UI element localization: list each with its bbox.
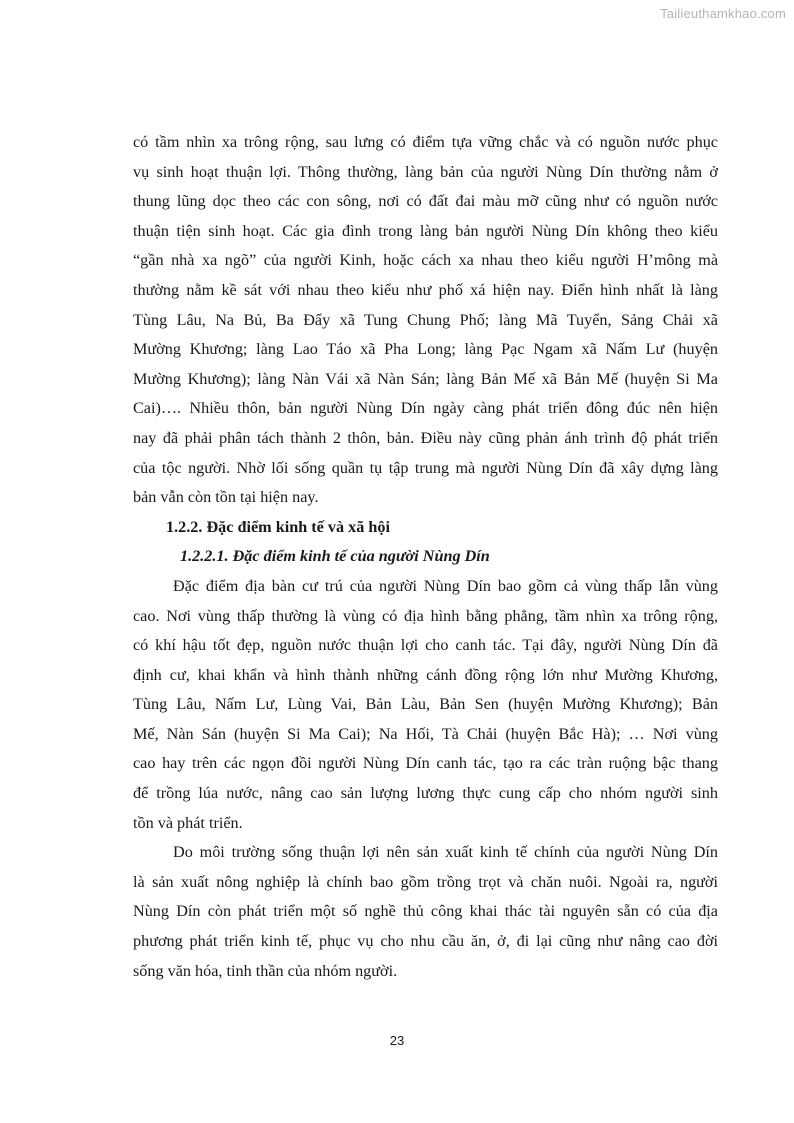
text-line: Mường Khương; làng Lao Táo xã Pha Long; làng Pạc Ngam xã Nấm Lư (huyện [133,340,718,359]
text-line: định cư, khai khẩn và hình thành những cánh đồng rộng lớn như Mường Khương, [133,665,718,684]
text-line: Nùng Dín còn phát triển một số nghề thủ công khai thác tài nguyên sẵn có của địa [133,902,718,921]
watermark-text: Tailieuthamkhao.com [660,6,786,21]
text-line: Tùng Lâu, Na Bủ, Ba Đẩy xã Tung Chung Phố; làng Mã Tuyển, Sảng Chải xã [133,310,718,329]
paragraph [133,838,718,986]
page-content [133,128,718,986]
text-line: Do môi trường sống thuận lợi nên sản xuất kinh tế chính của người Nùng Dín [173,843,718,862]
text-line: Đặc điểm địa bàn cư trú của người Nùng Dín bao gồm cả vùng thấp lẫn vùng [173,576,718,595]
text-line: nay đã phải phân tách thành 2 thôn, bản. Điều này cũng phản ánh trình độ phát triển [133,428,718,447]
text-line: thung lũng dọc theo các con sông, nơi có đất đai màu mỡ cũng như có nguồn nước [133,192,718,211]
paragraph [133,572,718,838]
text-line: để trồng lúa nước, nâng cao sản lượng lương thực cung cấp cho nhóm người sinh [133,784,718,803]
text-line: cao hay trên các ngọn đồi người Nùng Dín canh tác, tạo ra các tràn ruộng bậc thang [133,754,718,773]
text-line: có khí hậu tốt đẹp, nguồn nước thuận lợi cho canh tác. Tại đây, người Nùng Dín đã [133,636,718,655]
text-line: Tùng Lâu, Nấm Lư, Lùng Vai, Bản Làu, Bản Sen (huyện Mường Khương); Bản [133,695,718,714]
section-heading: 1.2.2. Đặc điểm kinh tế và xã hội [166,517,390,536]
subsection-heading: 1.2.2.1. Đặc điểm kinh tế của người Nùng Dín [180,547,490,566]
text-line: Mế, Nàn Sán (huyện Si Ma Cai); Na Hối, Tà Chải (huyện Bắc Hà); … Nơi vùng [133,724,718,743]
text-line: có tầm nhìn xa trông rộng, sau lưng có điểm tựa vững chắc và có nguồn nước phục [133,133,718,151]
text-line: tồn và phát triển. [133,813,243,832]
page-number: 23 [389,1033,405,1048]
text-line: là sản xuất nông nghiệp là chính bao gồm trồng trọt và chăn nuôi. Ngoài ra, người [133,872,718,891]
text-line: Mường Khương); làng Nàn Vái xã Nàn Sán; làng Bản Mế xã Bản Mế (huyện Si Ma [133,369,718,388]
text-line: thuận tiện sinh hoạt. Các gia đình trong làng bản người Nùng Dín không theo kiểu [133,221,718,240]
text-line: “gần nhà xa ngõ” của người Kinh, hoặc cách xa nhau theo kiểu người H’mông mà [133,251,718,270]
text-line: của tộc người. Nhờ lối sống quần tụ tập trung mà người Nùng Dín đã xây dựng làng [133,458,718,477]
text-line: bản vẫn còn tồn tại hiện nay. [133,488,319,507]
text-line: phương phát triển kinh tế, phục vụ cho nhu cầu ăn, ở, đi lại cũng như nâng cao đời [133,932,718,951]
text-line: thường nằm kề sát với nhau theo kiểu như phố xá hiện nay. Điển hình nhất là làng [133,280,718,299]
text-line: vụ sinh hoạt thuận lợi. Thông thường, làng bản của người Nùng Dín thường nằm ở [133,162,718,181]
text-line: sống văn hóa, tinh thần của nhóm người. [133,961,398,980]
text-line: Cai)…. Nhiều thôn, bản người Nùng Dín ngày càng phát triển đông đúc nên hiện [133,399,718,418]
text-line: cao. Nơi vùng thấp thường là vùng có địa hình bằng phẳng, tầm nhìn xa trông rộng, [133,606,718,625]
paragraph [133,128,718,513]
